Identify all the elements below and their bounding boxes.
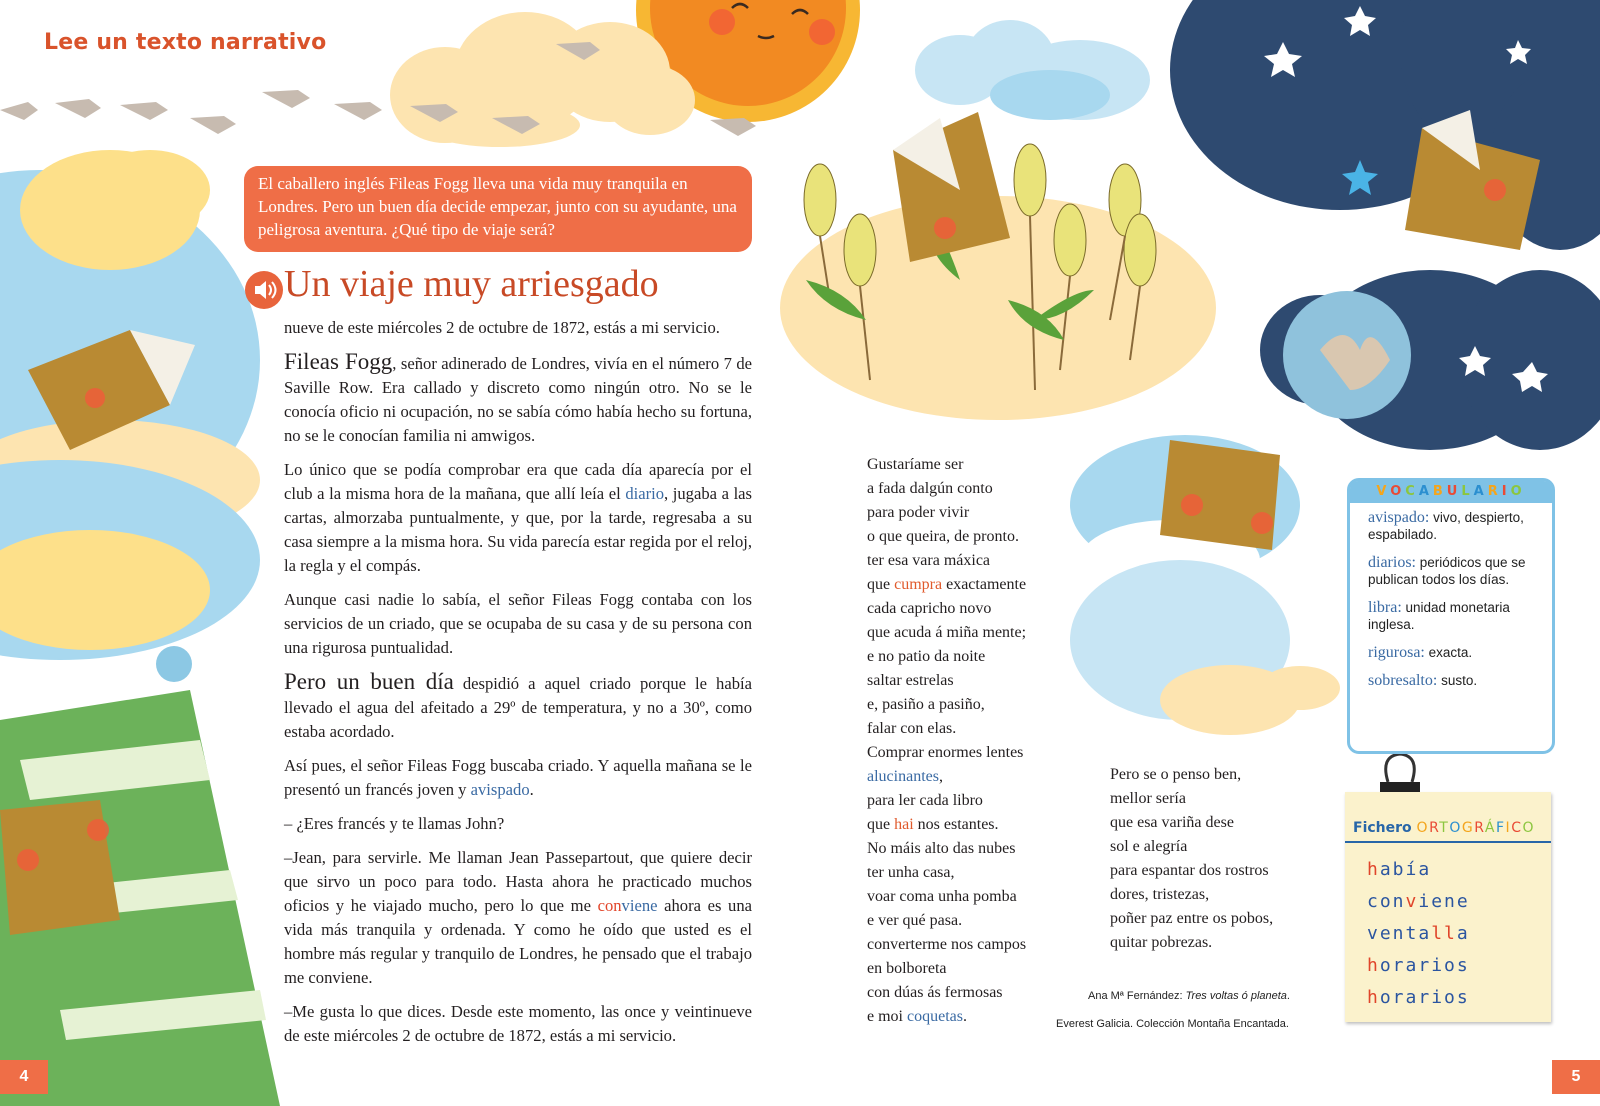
poem-text: que xyxy=(867,576,895,593)
poem-line xyxy=(867,765,1026,789)
story-lead: Fileas Fogg xyxy=(284,349,393,374)
poem-line: que esa variña dese xyxy=(1110,814,1234,831)
poem-column-2 xyxy=(1110,763,1273,955)
spelling-title-letter: I xyxy=(1505,820,1512,836)
spelling-word-list xyxy=(1367,854,1470,1014)
poem-line: Gustaríame ser xyxy=(867,456,964,473)
story-paragraph-5 xyxy=(284,754,752,802)
story-text: , jugaba a las cartas, almorzaba puntualmente, y que, por la tarde, regresaba a su casa siempre a la misma hora. Su vida parecía estar regida por el reloj, la regla y el compás. xyxy=(284,484,753,575)
spelling-title-letter: O xyxy=(1522,820,1535,836)
poem-line: e no patio da noite xyxy=(867,648,986,665)
poem-text: exactamente xyxy=(942,576,1027,593)
spelling-title-letter: Á xyxy=(1484,820,1496,836)
audio-button[interactable] xyxy=(245,271,283,309)
vocabulary-box xyxy=(1347,478,1555,754)
poem-text: e moi xyxy=(867,1008,907,1025)
poem-line: cada capricho novo xyxy=(867,600,992,617)
vocab-def: unidad monetaria inglesa. xyxy=(1368,600,1510,632)
poem-line: ter unha casa, xyxy=(867,864,955,881)
story-paragraph-0: nueve de este miércoles 2 de octubre de 1872, estás a mi servicio. xyxy=(284,318,720,337)
story-paragraph-8: –Me gusta lo que dices. Desde este momento, las once y veintinueve de este miércoles 2 de octubre de 1872, estás a mi servicio. xyxy=(284,1002,752,1045)
intro-box: El caballero inglés Fileas Fogg lleva una vida muy tranquila en Londres. Pero un buen día decide empezar, junto con su ayudante, una peligrosa aventura. ¿Qué tipo de viaje será? xyxy=(244,166,752,252)
sleeping-book-pillow xyxy=(1070,435,1340,735)
spelling-title-letter: O xyxy=(1449,820,1462,836)
poem-line: en bolboreta xyxy=(867,960,947,977)
poem-text: que xyxy=(867,816,895,833)
vocab-term: diarios: xyxy=(1368,554,1416,571)
vocab-term: sobresalto: xyxy=(1368,672,1438,689)
left-sky-clouds xyxy=(0,150,260,768)
spelling-word: conviene xyxy=(1367,891,1470,912)
spelling-title-letter: G xyxy=(1461,820,1475,836)
story-text: . xyxy=(529,780,534,799)
sleeping-book-left xyxy=(0,800,120,935)
vocabulary-heading-letter: A xyxy=(1473,484,1488,499)
vocabulary-heading-letter: O xyxy=(1390,484,1406,499)
speaker-icon xyxy=(245,271,283,309)
story-text: Así pues, el señor Fileas Fogg buscaba criado. Y aquella mañana se le presentó un francés joven y xyxy=(284,756,752,799)
story-body xyxy=(284,316,752,1058)
poem-line: Comprar enormes lentes xyxy=(867,744,1024,761)
section-title: Lee un texto narrativo xyxy=(44,30,327,55)
story-lead: Pero un buen día xyxy=(284,669,454,694)
spelling-word: había xyxy=(1367,859,1432,880)
spelling-card-title xyxy=(1353,820,1535,836)
poem-line: dores, tristezas, xyxy=(1110,886,1210,903)
spelling-word: horarios xyxy=(1367,987,1470,1008)
poem-line: e ver qué pasa. xyxy=(867,912,963,929)
credit-work-title: Tres voltas ó planeta xyxy=(1185,990,1287,1002)
spelling-word: ventalla xyxy=(1367,923,1470,944)
story-text: ahora es una vida más tranquila y ordenada. Y como he oído que usted es el hombre más regular y tranquilo de Londres, he pensado que el trabajo me conviene. xyxy=(284,896,753,987)
poem-line: falar con elas. xyxy=(867,720,957,737)
page-number-right: 5 xyxy=(1552,1060,1600,1094)
poem-column-1 xyxy=(867,453,1026,1029)
vocab-entry xyxy=(1368,554,1548,588)
vocab-word-avispado: avispado xyxy=(470,780,530,799)
blue-clouds-top xyxy=(915,20,1150,120)
poem-line: voar coma unha pomba xyxy=(867,888,1017,905)
spelling-title-a: Fichero xyxy=(1353,820,1417,836)
vocabulary-heading-letter: I xyxy=(1501,484,1511,499)
spelling-title-letter: F xyxy=(1495,820,1506,836)
vocabulary-heading-letter: C xyxy=(1405,484,1419,499)
vocabulary-heading-letter: L xyxy=(1461,484,1474,499)
poem-line: o que queira, de pronto. xyxy=(867,528,1019,545)
poem-line: saltar estrelas xyxy=(867,672,954,689)
vocab-def: exacta. xyxy=(1424,645,1473,660)
vocab-term: rigurosa: xyxy=(1368,644,1425,661)
vocabulary-heading-letter: R xyxy=(1487,484,1502,499)
vocabulary-heading-letter: V xyxy=(1376,484,1391,499)
credit-publisher: Everest Galicia. Colección Montaña Encantada. xyxy=(1056,1018,1289,1030)
spelling-title-letter: R xyxy=(1429,820,1440,836)
vocabulary-heading xyxy=(1350,481,1552,503)
poem-line: mellor sería xyxy=(1110,790,1186,807)
story-paragraph-7 xyxy=(284,846,752,990)
spelling-word: horarios xyxy=(1367,955,1470,976)
story-text: Lo único que se podía comprobar era que cada día aparecía por el club a la misma hora de la mañana, que allí leía el xyxy=(284,460,752,503)
vocab-entry xyxy=(1368,599,1548,633)
page-number-left: 4 xyxy=(0,1060,48,1094)
poem-line: para poder vivir xyxy=(867,504,970,521)
poem-text: nos estantes. xyxy=(913,816,999,833)
vocab-word-diario: diario xyxy=(625,484,665,503)
poem-line: Pero se o penso ben, xyxy=(1110,766,1242,783)
poem-text: . xyxy=(962,1008,967,1025)
story-paragraph-2 xyxy=(284,458,752,578)
poem-line: que acuda á miña mente; xyxy=(867,624,1027,641)
wheat-field xyxy=(780,112,1216,420)
vocab-def: periódicos que se publican todos los días. xyxy=(1368,555,1526,587)
night-sky xyxy=(1170,0,1600,450)
spelling-word-viene: viene xyxy=(621,896,658,915)
spelling-title-letter: C xyxy=(1511,820,1523,836)
divider xyxy=(1345,841,1551,843)
poem-line xyxy=(867,813,1026,837)
poem-highlight: hai xyxy=(894,816,914,833)
spelling-title-b xyxy=(1417,820,1535,836)
poem-line: sol e alegría xyxy=(1110,838,1188,855)
poem-line: quitar pobrezas. xyxy=(1110,934,1213,951)
poem-line xyxy=(867,573,1026,597)
vocab-entry xyxy=(1368,672,1548,689)
poem-highlight: cumpra xyxy=(894,576,943,593)
story-text: despidió a aquel criado porque le había llevado el agua del afeitado a 29º de temperatura, y no a 30º, como estaba acordado. xyxy=(284,674,752,741)
vocabulary-heading-letter: U xyxy=(1446,484,1462,499)
poem-text: , xyxy=(938,768,943,785)
poem-line: ter esa vara máxica xyxy=(867,552,991,569)
spelling-title-letter: R xyxy=(1474,820,1485,836)
poem-highlight: coquetas xyxy=(907,1008,963,1025)
poem-line: para espantar dos rostros xyxy=(1110,862,1269,879)
spelling-title-letter: O xyxy=(1416,820,1430,836)
story-title: Un viaje muy arriesgado xyxy=(284,263,659,305)
poem-line: a fada dalgún conto xyxy=(867,480,993,497)
vocab-def: vivo, despierto, espabilado. xyxy=(1368,510,1524,542)
story-text: , señor adinerado de Londres, vivía en el número 7 de Saville Row. Era callado y discreto como ningún otro. No se le conocía oficio ni ocupación, no se sabía cómo había hecho su fortuna, no se le conocían familia ni amwigos. xyxy=(284,354,752,445)
story-paragraph-4 xyxy=(284,670,752,744)
poem-line: e, pasiño a pasiño, xyxy=(867,696,985,713)
vocab-entry xyxy=(1368,644,1548,661)
vocab-def: susto. xyxy=(1437,673,1478,688)
credit-author-name: Ana Mª Fernández: xyxy=(1088,990,1186,1002)
story-paragraph-1 xyxy=(284,350,752,448)
story-text: –Jean, para servirle. Me llaman Jean Passepartout, que quiere decir que sirvo un poco para todo. Hasta ahora he practicado muchos oficios y he viajado mucho, pero lo que me xyxy=(284,848,752,915)
vocabulary-heading-letter: B xyxy=(1432,484,1447,499)
vocab-entry xyxy=(1368,509,1548,543)
vocabulary-heading-letter: O xyxy=(1510,484,1526,499)
vocab-term: avispado: xyxy=(1368,509,1430,526)
credit-author xyxy=(1088,990,1290,1002)
poem-line: para ler cada libro xyxy=(867,792,983,809)
poem-line: converterme nos campos xyxy=(867,936,1027,953)
poem-line: No máis alto das nubes xyxy=(867,840,1016,857)
vocabulary-heading-letter: A xyxy=(1418,484,1433,499)
vocab-term: libra: xyxy=(1368,599,1402,616)
story-paragraph-3: Aunque casi nadie lo sabía, el señor Fileas Fogg contaba con los servicios de un criado, que se ocupaba de su casa y de su persona con una rigurosa puntualidad. xyxy=(284,590,752,657)
poem-line: con dúas ás fermosas xyxy=(867,984,1003,1001)
poem-line: poñer paz entre os pobos, xyxy=(1110,910,1274,927)
spelling-card xyxy=(1345,792,1551,1022)
story-paragraph-6: – ¿Eres francés y te llamas John? xyxy=(284,814,505,833)
credit-punct: . xyxy=(1286,990,1290,1002)
spelling-title-letter: T xyxy=(1439,820,1450,836)
spelling-word-con: con xyxy=(597,896,622,915)
poem-highlight: alucinantes xyxy=(867,768,939,785)
poem-line xyxy=(867,1005,1026,1029)
vocabulary-list xyxy=(1368,509,1548,700)
